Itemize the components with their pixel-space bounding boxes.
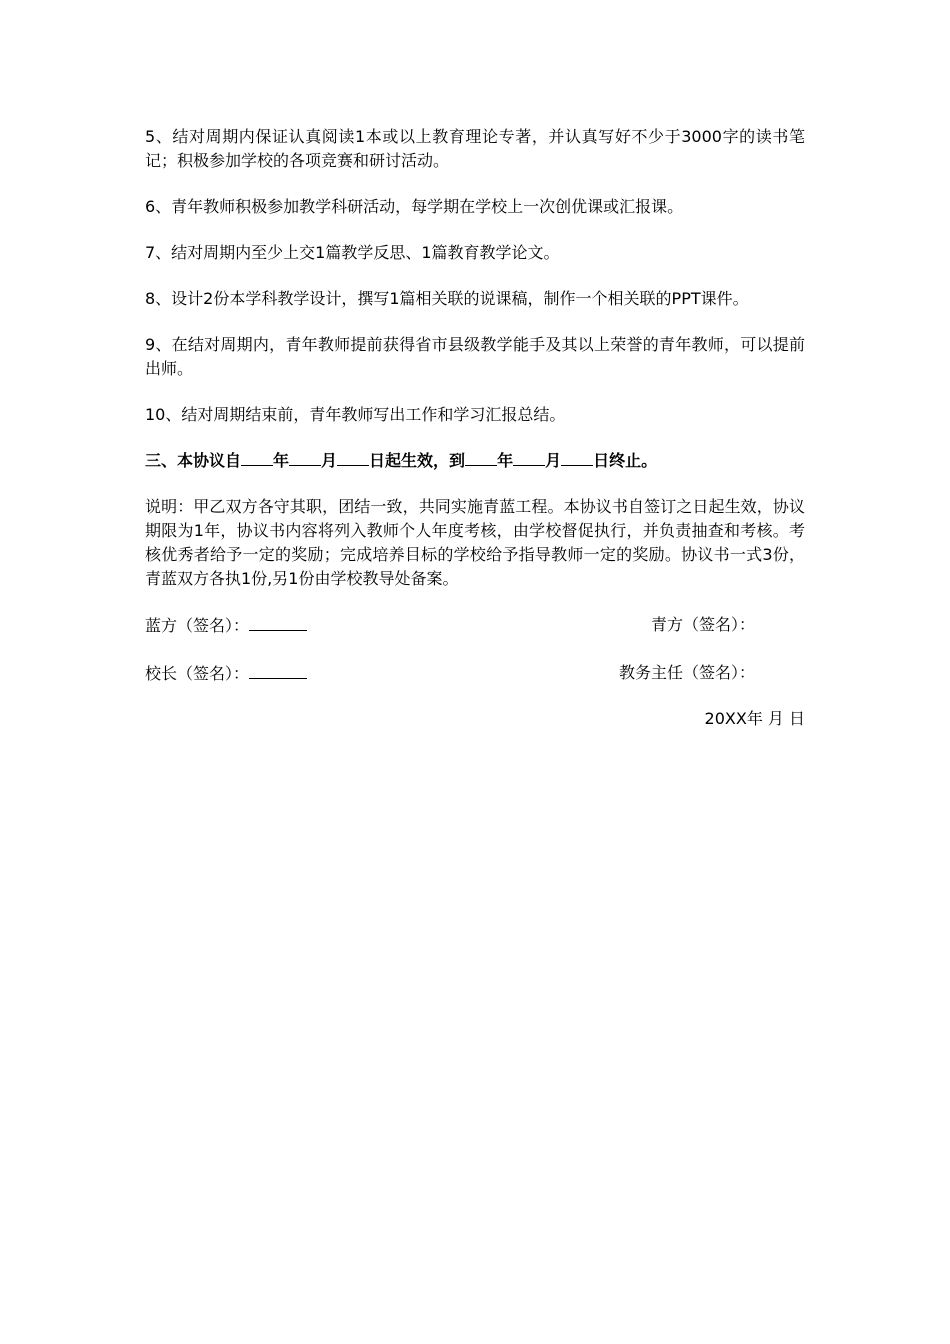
- clause-9: 9、在结对周期内，青年教师提前获得省市县级教学能手及其以上荣誉的青年教师，可以提前出师。: [145, 335, 805, 378]
- principal-signature-line[interactable]: [249, 661, 307, 679]
- section-3-text-6: 月: [545, 451, 562, 470]
- blue-party-signature: [145, 613, 307, 638]
- blank-end-year: [465, 449, 497, 466]
- note-paragraph: 说明：甲乙双方各守其职，团结一致，共同实施青蓝工程。本协议书自签订之日起生效，协议期限为1年，协议书内容将列入教师个人年度考核，由学校督促执行，并负责抽查和考核。考核优秀者给予一定的奖励；完成培养目标的学校给予指导教师一定的奖励。协议书一式3份，青蓝双方各执1份,另1份由学校教导处备案。: [145, 497, 805, 588]
- signature-row-2: [145, 661, 805, 685]
- director-label: 教务主任（签名）：: [618, 663, 755, 682]
- clause-6: 6、青年教师积极参加教学科研活动，每学期在学校上一次创优课或汇报课。: [145, 197, 684, 216]
- section-3-text-4: 日起生效，到: [369, 451, 466, 470]
- blank-start-year: [241, 449, 273, 466]
- blue-party-label: 蓝方（签名）：: [145, 616, 250, 635]
- section-3-text-7: 日终止。: [593, 451, 658, 470]
- section-3-text-5: 年: [497, 451, 514, 470]
- clause-7: 7、结对周期内至少上交1篇教学反思、1篇教育教学论文。: [145, 243, 560, 262]
- section-3-text-2: 年: [273, 451, 290, 470]
- section-3-text-3: 月: [321, 451, 338, 470]
- blank-end-day: [561, 449, 593, 466]
- green-party-label: 青方（签名）：: [650, 615, 755, 634]
- section-3-heading: [145, 449, 805, 473]
- blank-start-month: [289, 449, 321, 466]
- clause-10: 10、结对周期结束前，青年教师写出工作和学习汇报总结。: [145, 405, 566, 424]
- principal-label: 校长（签名）：: [145, 664, 250, 683]
- clause-8: 8、设计2份本学科教学设计，撰写1篇相关联的说课稿，制作一个相关联的PPT课件。: [145, 289, 749, 308]
- signing-date: 20XX年 月 日: [704, 709, 805, 728]
- blue-party-signature-line[interactable]: [249, 613, 307, 631]
- document-body: [145, 125, 805, 731]
- signature-row-1: [145, 613, 805, 637]
- section-3-text-1: 三、本协议自: [145, 451, 242, 470]
- blank-end-month: [513, 449, 545, 466]
- director-signature: [619, 661, 755, 685]
- principal-signature: [145, 661, 307, 686]
- green-party-signature: [651, 613, 755, 637]
- clause-5: 5、结对周期内保证认真阅读1本或以上教育理论专著，并认真写好不少于3000字的读书笔记；积极参加学校的各项竞赛和研讨活动。: [145, 127, 805, 170]
- blank-start-day: [337, 449, 369, 466]
